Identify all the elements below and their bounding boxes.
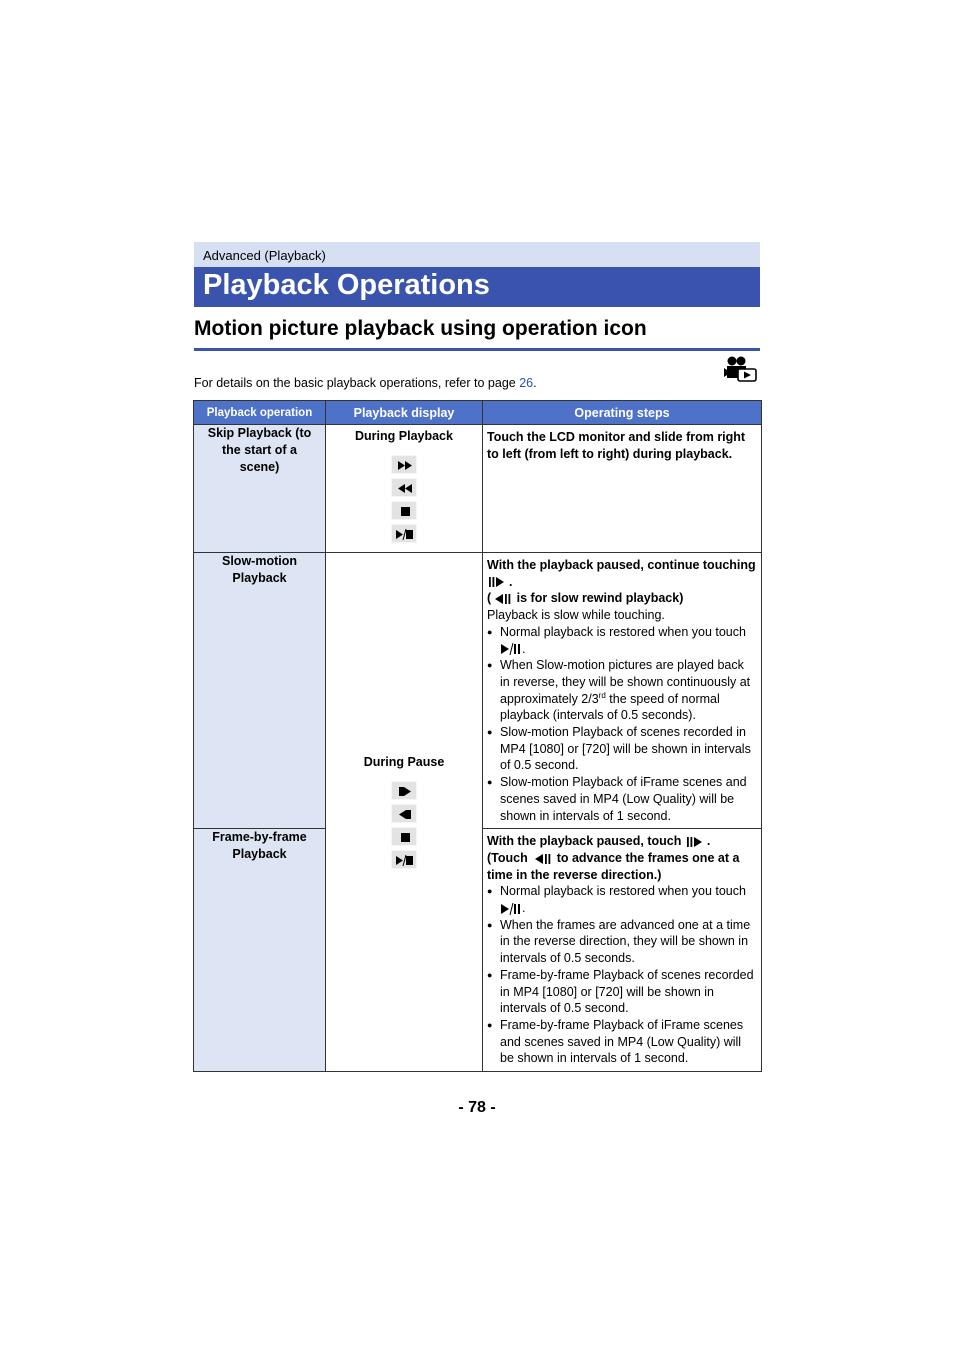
table-header-row	[194, 401, 762, 425]
frame-instruction-text: With the playback paused, touch	[487, 834, 682, 849]
title-bar	[194, 267, 760, 307]
list-item	[487, 883, 757, 916]
fast-forward-icon[interactable]	[391, 455, 417, 474]
slow-motion-description: Playback is slow while touching.	[487, 608, 665, 623]
step-forward-icon[interactable]	[391, 781, 417, 800]
during-playback-label: During Playback	[355, 429, 453, 443]
playback-operations-table	[193, 400, 762, 1072]
slow-motion-instruction-end: .	[509, 574, 513, 589]
slow-rewind-icon	[531, 853, 553, 865]
intro-text-before: For details on the basic playback operations, refer to page	[194, 376, 520, 390]
motion-picture-playback-mode-icon	[724, 355, 758, 383]
note-text: Normal playback is restored when you touch	[500, 624, 746, 639]
list-item: ● Frame-by-frame Playback of scenes recorded in MP4 [1080] or [720] will be shown in intervals of 0.5 second.	[487, 967, 757, 1017]
play-pause-icon	[500, 643, 522, 655]
frame-reverse-note: to advance the frames one at a time in the reverse direction.)	[487, 850, 740, 882]
slow-rewind-note: is for slow rewind playback)	[516, 591, 684, 606]
list-item: ● Slow-motion Playback of scenes recorded in MP4 [1080] or [720] will be shown in intervals of 0.5 second.	[487, 724, 757, 774]
list-item: ● Frame-by-frame Playback of iFrame scenes and scenes saved in MP4 (Low Quality) will be shown in intervals of 1 second.	[487, 1017, 757, 1067]
note-text-continued: the speed of normal playback (intervals of 0.5 seconds).	[500, 691, 720, 723]
note-text: When Slow-motion pictures are played back in reverse, they will be shown continuously at approximately 2/3	[500, 658, 751, 706]
frame-by-frame-steps	[483, 829, 762, 1072]
slow-forward-icon	[487, 576, 509, 588]
page-title: Playback Operations	[203, 269, 490, 301]
table-row-skip-playback	[194, 425, 762, 553]
slow-motion-instruction	[487, 557, 757, 607]
slow-rewind-note-open: (	[487, 591, 492, 606]
ordinal-suffix: rd	[598, 690, 606, 700]
table-row-slow-motion	[194, 553, 762, 829]
during-pause-label: During Pause	[363, 755, 445, 770]
page-number: - 78 -	[458, 1099, 496, 1116]
frame-reverse-note-open: (Touch	[487, 850, 528, 865]
slow-rewind-icon	[491, 593, 513, 605]
slow-motion-instruction-text: With the playback paused, continue touching	[487, 558, 756, 572]
step-backward-icon[interactable]	[391, 804, 417, 823]
play-pause-icon	[500, 903, 522, 915]
stop-icon[interactable]	[391, 827, 417, 846]
slow-motion-name: Slow-motion Playback	[194, 553, 326, 829]
note-text-end: .	[522, 641, 526, 656]
header-operating-steps: Operating steps	[483, 401, 762, 425]
list-item: ● When the frames are advanced one at a time in the reverse direction, they will be shown in intervals of 0.5 seconds.	[487, 917, 757, 967]
play-pause-icon[interactable]	[391, 524, 417, 543]
frame-instruction-end: .	[706, 834, 711, 849]
section-heading: Motion picture playback using operation icon	[194, 317, 647, 340]
list-item	[487, 657, 757, 724]
breadcrumb-bar	[194, 242, 760, 267]
slow-motion-notes	[487, 624, 757, 824]
intro-text	[194, 376, 537, 390]
list-item: ● Slow-motion Playback of iFrame scenes and scenes saved in MP4 (Low Quality) will be shown in intervals of 1 second.	[487, 774, 757, 824]
page-26-link[interactable]: 26	[519, 376, 534, 390]
frame-by-frame-notes	[487, 883, 757, 1067]
stop-icon[interactable]	[391, 501, 417, 520]
frame-by-frame-instruction	[487, 833, 757, 883]
during-playback-display	[326, 425, 483, 553]
breadcrumb: Advanced (Playback)	[203, 248, 326, 263]
section-divider	[194, 348, 760, 351]
note-text: Normal playback is restored when you touch	[500, 884, 746, 899]
header-playback-display: Playback display	[326, 401, 483, 425]
rewind-icon[interactable]	[391, 478, 417, 497]
frame-by-frame-name: Frame-by-frame Playback	[194, 829, 326, 1072]
header-playback-operation: Playback operation	[194, 401, 326, 425]
slow-motion-steps	[483, 553, 762, 829]
slow-forward-icon	[685, 836, 707, 848]
play-pause-icon[interactable]	[391, 850, 417, 869]
skip-playback-name: Skip Playback (to the start of a scene)	[194, 425, 326, 553]
list-item	[487, 624, 757, 657]
intro-text-after: .	[533, 376, 537, 390]
skip-playback-steps: Touch the LCD monitor and slide from right to left (from left to right) during playback.	[483, 425, 762, 553]
note-text-end: .	[522, 901, 526, 916]
during-pause-display	[326, 553, 483, 1072]
